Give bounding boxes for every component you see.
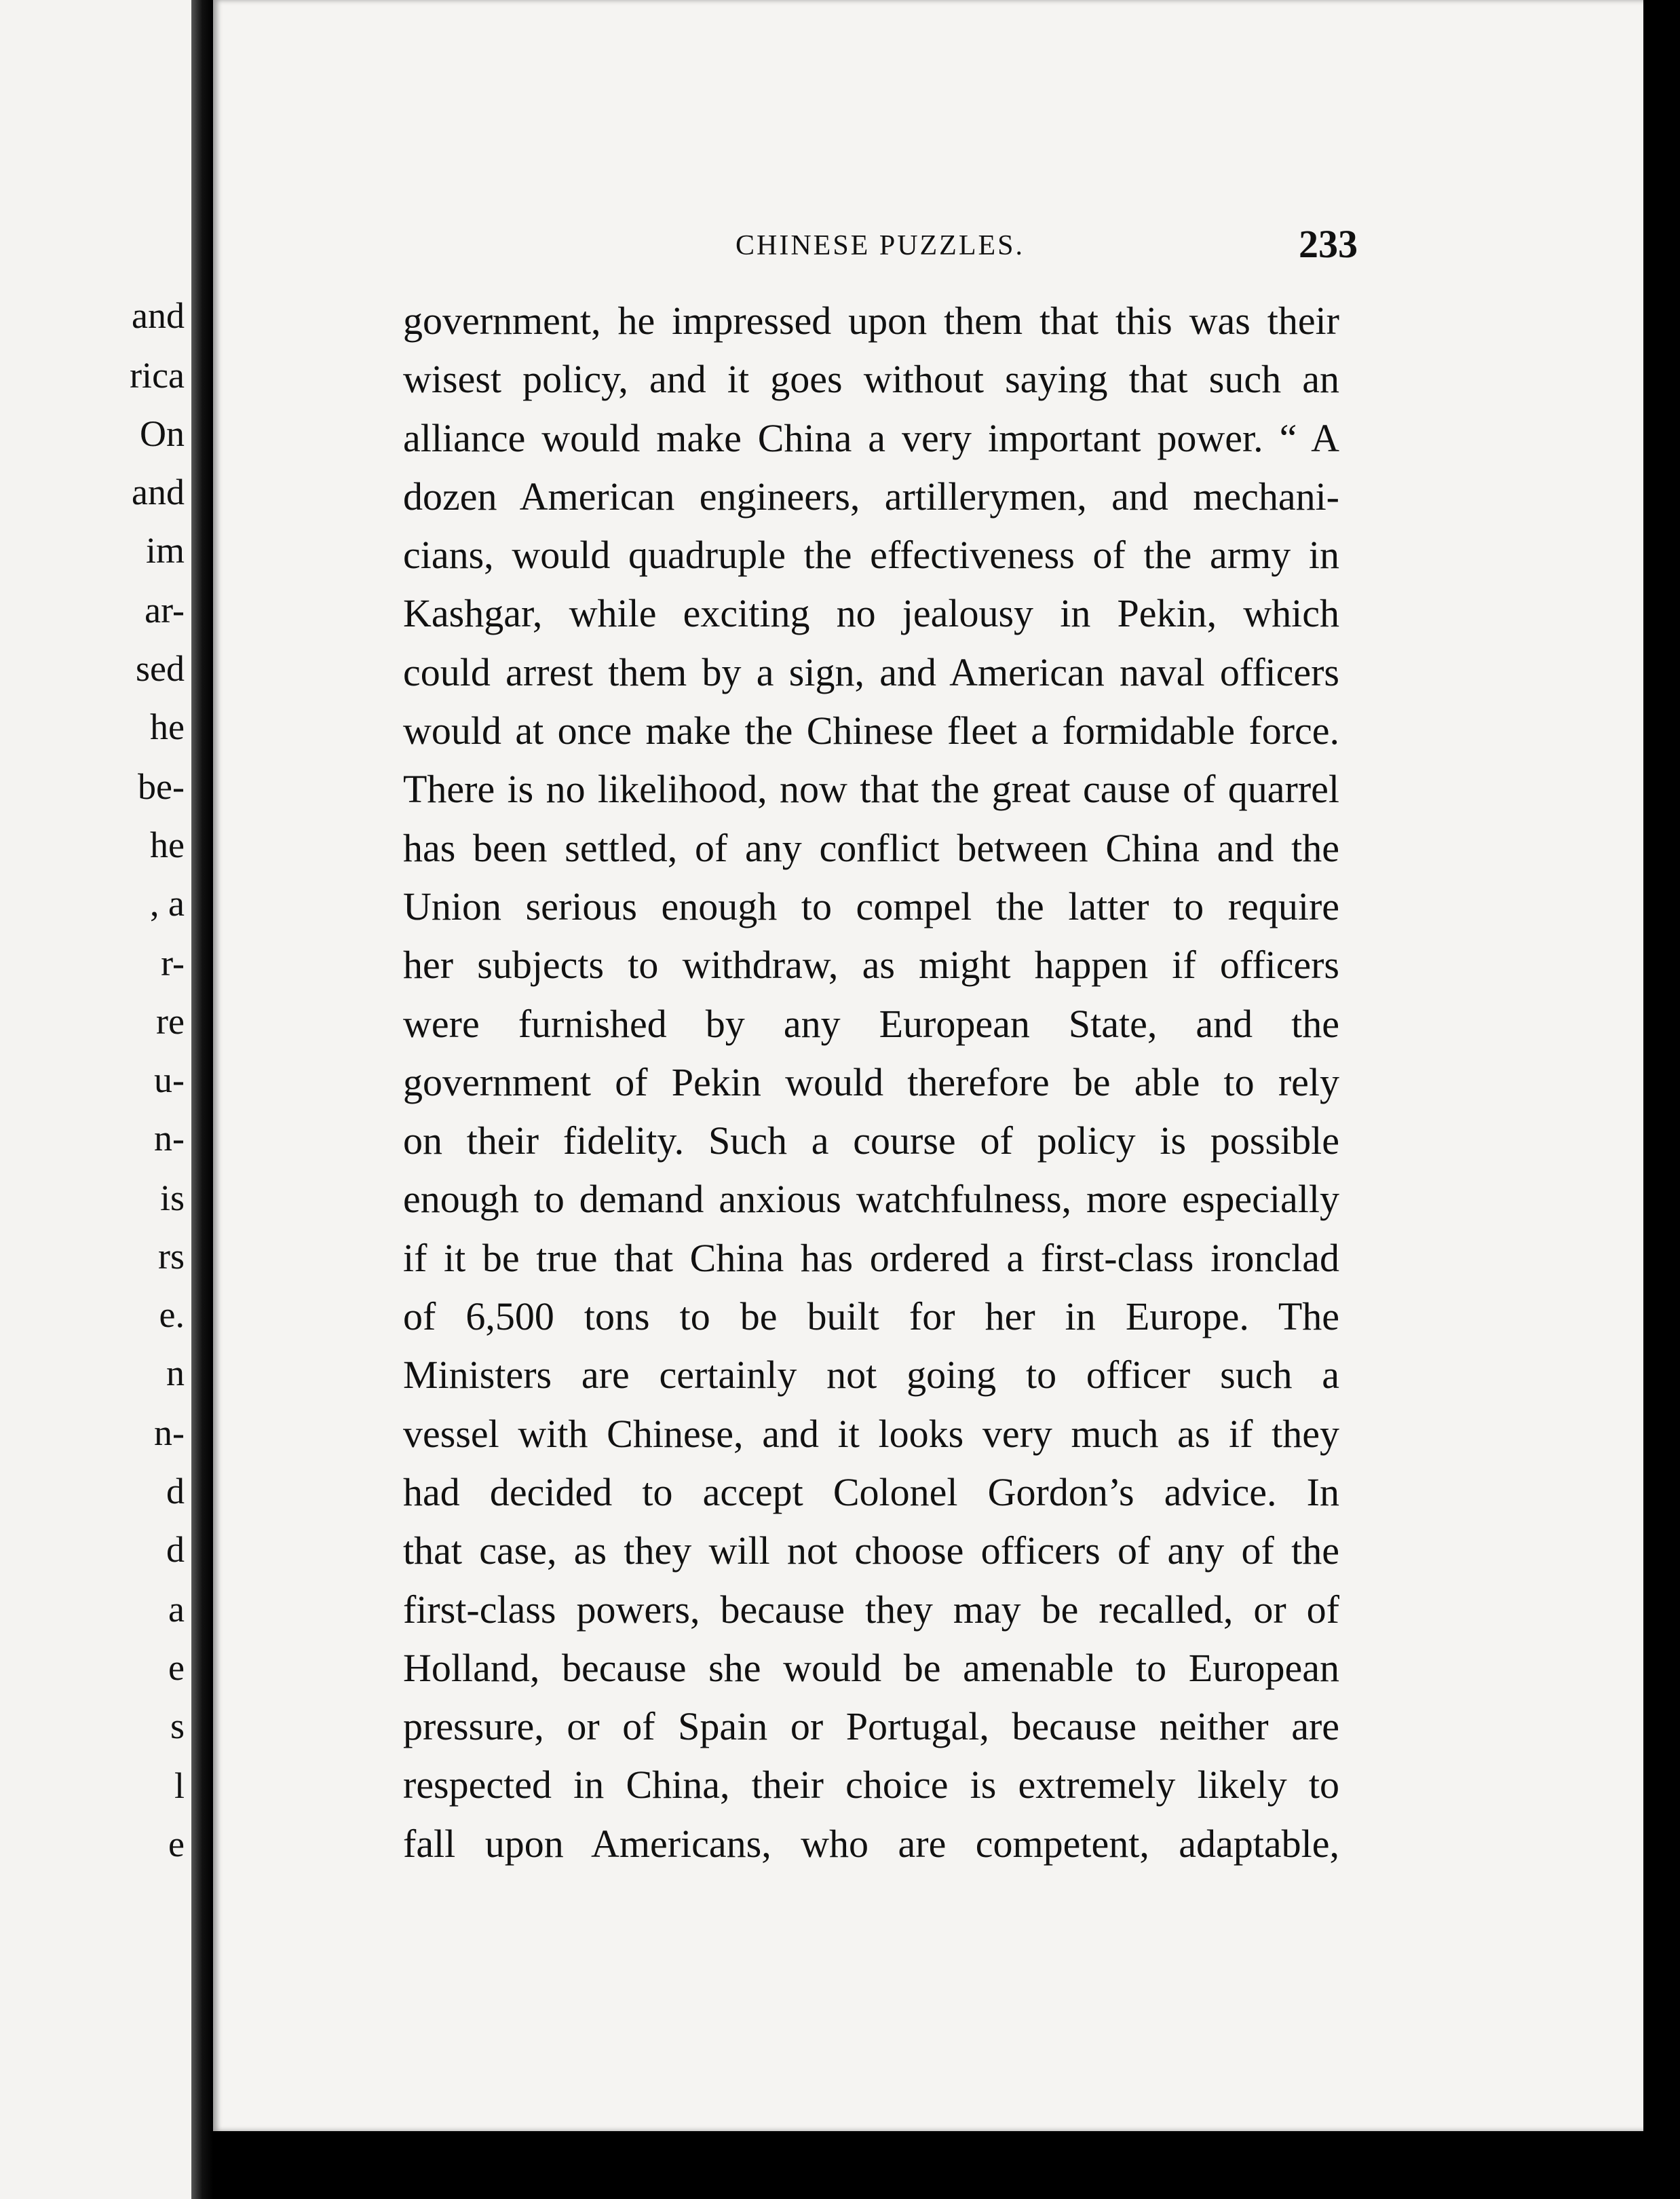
body-text <box>403 292 1339 1873</box>
left-page-fragment: be- <box>138 766 185 807</box>
text-line: had decided to accept Colonel Gordon’s advice. In <box>403 1469 1339 1514</box>
text-line: on their fidelity. Such a course of policy is possible <box>403 1119 1339 1163</box>
page-header <box>213 221 1643 269</box>
text-line: pressure, or of Spain or Portugal, because neither are <box>403 1704 1339 1749</box>
book-page <box>213 0 1643 2131</box>
text-line: government of Pekin would therefore be able to rely <box>403 1059 1339 1104</box>
text-line: enough to demand anxious watchfulness, more especially <box>403 1177 1339 1222</box>
left-page-fragment: n- <box>154 1118 185 1159</box>
running-title: CHINESE PUZZLES. <box>736 230 1025 261</box>
text-line: fall upon Americans, who are competent, adaptable, <box>403 1821 1339 1866</box>
text-line: if it be true that China has ordered a first-class ironclad <box>403 1235 1339 1280</box>
left-page-fragment: l <box>174 1765 185 1806</box>
left-page-fragment: e <box>168 1647 185 1688</box>
left-page-fragment: rs <box>158 1236 185 1277</box>
left-page-fragment: rica <box>130 355 185 396</box>
text-line: vessel with Chinese, and it looks very much as if they <box>403 1411 1339 1456</box>
text-line: were furnished by any European State, and the <box>403 1001 1339 1046</box>
scan-border <box>1643 0 1680 2199</box>
text-line: alliance would make China a very important power. “ A <box>403 415 1339 460</box>
left-page-fragment: is <box>159 1178 185 1218</box>
left-page-fragment: d <box>166 1529 185 1570</box>
left-page-fragment: and <box>132 472 185 512</box>
text-line: that case, as they will not choose officers of any of the <box>403 1528 1339 1573</box>
left-page-fragment: im <box>145 530 185 571</box>
left-page-fragment: r- <box>161 943 185 983</box>
left-page-fragment: e <box>168 1824 185 1864</box>
left-page-fragment: re <box>156 1001 185 1042</box>
text-line: There is no likelihood, now that the great cause of quarrel <box>403 767 1339 812</box>
page-number: 233 <box>1299 222 1358 266</box>
left-page-fragment: s <box>170 1706 185 1746</box>
left-page-fragment: , a <box>150 883 185 924</box>
left-page-fragment: he <box>150 707 185 747</box>
text-line: dozen American engineers, artillerymen, and mechani- <box>403 474 1339 519</box>
left-page-fragment: sed <box>136 648 185 689</box>
left-page-fragment: On <box>140 413 185 454</box>
left-page-fragment: ar- <box>145 590 185 631</box>
text-line: respected in China, their choice is extremely likely to <box>403 1763 1339 1807</box>
left-page-fragment: u- <box>154 1059 185 1100</box>
text-line: her subjects to withdraw, as might happen if officers <box>403 943 1339 988</box>
text-line: of 6,500 tons to be built for her in Europe. The <box>403 1294 1339 1339</box>
left-page-fragment: e. <box>159 1294 185 1335</box>
text-line: cians, would quadruple the effectiveness of the army in <box>403 533 1339 578</box>
text-line: government, he impressed upon them that this was their <box>403 299 1339 343</box>
book-gutter <box>191 0 213 2199</box>
text-line: wisest policy, and it goes without saying that such an <box>403 357 1339 402</box>
text-line: could arrest them by a sign, and American naval officers <box>403 650 1339 694</box>
left-page-fragment: he <box>150 825 185 865</box>
text-line: Holland, because she would be amenable to European <box>403 1645 1339 1690</box>
text-line: Union serious enough to compel the latter to require <box>403 884 1339 928</box>
text-line: Kashgar, while exciting no jealousy in Pekin, which <box>403 591 1339 636</box>
left-page-fragment: n <box>166 1353 185 1393</box>
left-page-fragment: n- <box>154 1412 185 1453</box>
text-line: first-class powers, because they may be recalled, or of <box>403 1587 1339 1632</box>
text-line: would at once make the Chinese fleet a formidable force. <box>403 709 1339 753</box>
left-page-fragment: and <box>132 295 185 336</box>
text-line: Ministers are certainly not going to officer such a <box>403 1353 1339 1397</box>
left-page-fragment: a <box>168 1589 185 1630</box>
previous-page-strip <box>0 0 191 2199</box>
left-page-fragment: d <box>166 1471 185 1511</box>
text-line: has been settled, of any conflict between China and the <box>403 825 1339 870</box>
